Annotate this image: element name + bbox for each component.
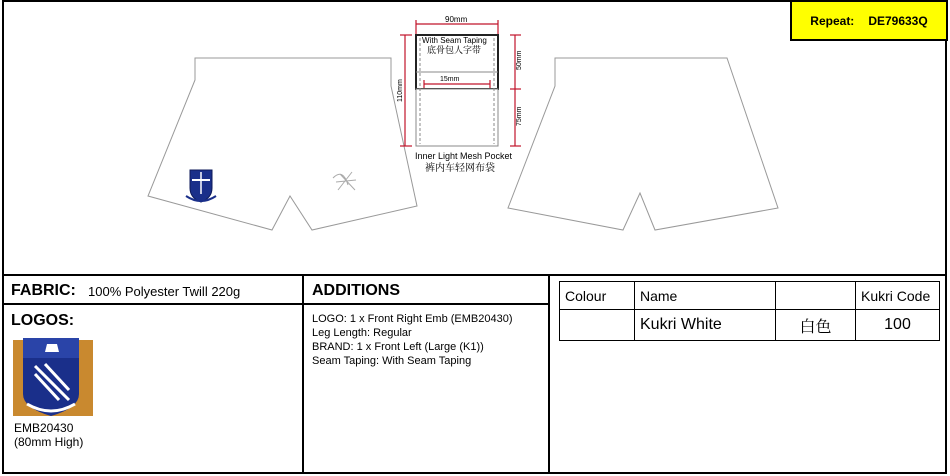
logo-code: EMB20430 [14, 421, 74, 435]
colour-cn-cell: 白色 [776, 310, 856, 341]
pocket-caption-en: Inner Light Mesh Pocket [415, 151, 513, 161]
seam-taping-cn-label: 底骨包人字带 [427, 45, 482, 55]
table-header-row [560, 282, 940, 310]
blank-header [776, 282, 856, 310]
pocket-upper-label: 50mm [516, 50, 523, 70]
column-divider-2 [548, 274, 550, 474]
section-divider [2, 274, 947, 276]
colour-header: Colour [560, 282, 635, 310]
name-header: Name [635, 282, 776, 310]
seam-taping-label: With Seam Taping [422, 36, 487, 45]
additions-list [312, 312, 513, 368]
table-row [560, 310, 940, 341]
kukri-code-header: Kukri Code [856, 282, 940, 310]
additions-title: ADDITIONS [312, 282, 400, 299]
column-divider-1 [302, 274, 304, 474]
logo-caption [14, 421, 83, 449]
kukri-code-cell: 100 [856, 310, 940, 341]
pocket-caption-cn: 裤内车轻网布袋 [425, 163, 495, 174]
spec-sheet-frame [2, 0, 947, 474]
colour-table [559, 281, 940, 341]
repeat-label: Repeat: [810, 13, 855, 28]
addition-line: BRAND: 1 x Front Left (Large (K1)) [312, 341, 484, 353]
pocket-inner-label: 15mm [440, 76, 460, 83]
addition-line: Leg Length: Regular [312, 327, 412, 339]
pocket-height-label: 110mm [397, 79, 404, 102]
repeat-code: DE79633Q [868, 13, 928, 28]
logos-title: LOGOS: [11, 312, 75, 329]
crest-logo-image [13, 338, 93, 418]
fabric-value: 100% Polyester Twill 220g [88, 284, 241, 299]
addition-line: LOGO: 1 x Front Right Emb (EMB20430) [312, 313, 513, 325]
pocket-width-label: 90mm [445, 15, 468, 24]
colour-swatch-cell [560, 310, 635, 341]
logo-size: (80mm High) [14, 435, 84, 449]
colour-name-cell: Kukri White [635, 310, 776, 341]
fabric-label: FABRIC: [11, 282, 76, 299]
header-divider [2, 303, 549, 305]
pocket-lower-label: 75mm [516, 106, 523, 126]
addition-line: Seam Taping: With Seam Taping [312, 355, 472, 367]
repeat-box [790, 0, 948, 41]
